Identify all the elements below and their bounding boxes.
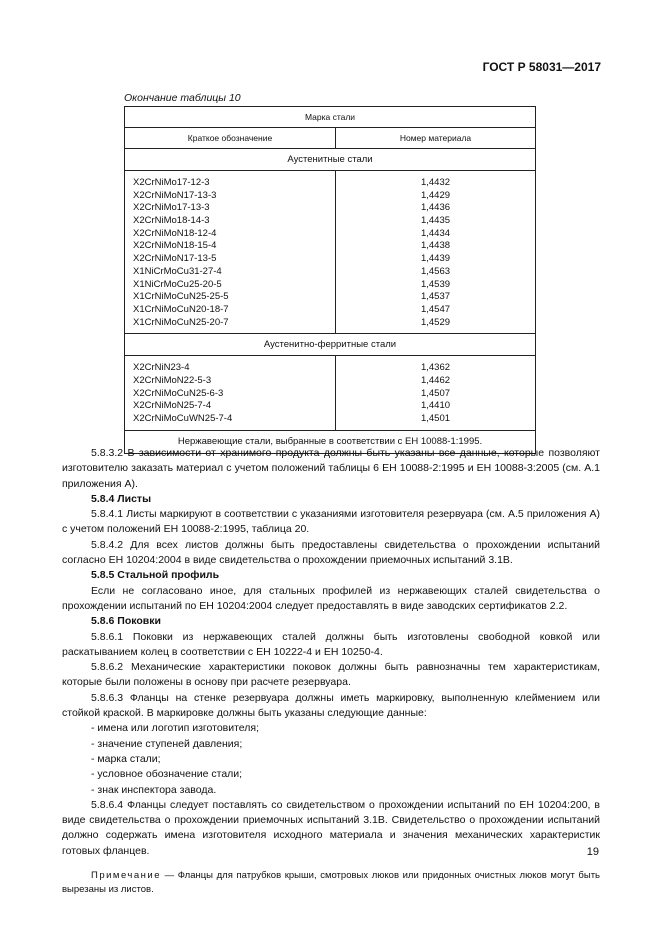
steel-name: X2CrNiMoN18-15-4 xyxy=(133,240,217,252)
material-number: 1,4537 xyxy=(420,291,451,303)
material-number: 1,4563 xyxy=(420,265,451,277)
list-item: - знак инспектора завода. xyxy=(91,783,217,796)
steel-name: X2CrNiN23-4 xyxy=(133,362,190,374)
material-number: 1,4436 xyxy=(420,202,451,214)
body-text xyxy=(62,446,600,897)
steel-name: X1CrNiMoCuN20-18-7 xyxy=(133,303,229,315)
steel-name: X2CrNiMoCuN25-6-3 xyxy=(133,387,224,399)
material-number: 1,4429 xyxy=(420,189,451,201)
standard-header: ГОСТ Р 58031—2017 xyxy=(482,60,601,74)
steel-name: X2CrNiMoCuWN25-7-4 xyxy=(133,413,233,424)
material-number: 1,4362 xyxy=(420,362,451,374)
steel-name: X2CrNiMoN22-5-3 xyxy=(133,374,212,386)
paragraph-5-8-6-1: 5.8.6.1 Поковки из нержавеющих сталей должны быть изготовлены свободной ковкой или раскатыванием колец в соответствии с ЕН 10222-4 и ЕН 10250-4. xyxy=(62,630,600,658)
material-number: 1,4438 xyxy=(420,240,451,252)
material-number: 1,4529 xyxy=(420,316,451,328)
paragraph-5-8-6-2: 5.8.6.2 Механические характеристики поковок должны быть равнозначны тем характеристикам, которые были положены в основу при расчете резервуара. xyxy=(62,661,600,689)
column-header-short-designation: Краткое обозначение xyxy=(125,128,336,149)
austenitic-names-cell xyxy=(125,171,336,334)
table-caption: Окончание таблицы 10 xyxy=(124,92,241,104)
group-title-duplex: Аустенитно-ферритные стали xyxy=(125,334,536,356)
group-title-austenitic: Аустенитные стали xyxy=(125,149,536,171)
heading-5-8-6: 5.8.6 Поковки xyxy=(91,615,161,628)
steel-name: X1NiCrMoCu25-20-5 xyxy=(133,278,222,290)
table-head-top: Марка стали xyxy=(125,107,536,128)
list-item: - имена или логотип изготовителя; xyxy=(91,722,260,735)
note xyxy=(62,869,600,897)
steel-name: X1CrNiMoCuN25-20-7 xyxy=(133,316,229,328)
paragraph-5-8-3-2: 5.8.3.2 В зависимости от хранимого продукта должны быть указаны все данные, которые позволяют изготовителю заказать материал с учетом положений таблицы 6 ЕН 10088-2:1995 и ЕН 10088-3:2005 (см. А.1 приложения А). xyxy=(62,447,600,490)
list-item: - значение ступеней давления; xyxy=(91,737,243,750)
steel-name: X2CrNiMoN17-13-5 xyxy=(133,253,217,265)
note-label: Примечание xyxy=(91,870,161,882)
list-item: - условное обозначение стали; xyxy=(91,768,243,781)
table-footnote: Нержавеющие стали, выбранные в соответствии с ЕН 10088-1:1995. xyxy=(125,430,536,453)
steel-name: X2CrNiMo17-13-3 xyxy=(133,202,210,214)
paragraph-5-8-4-2: 5.8.4.2 Для всех листов должны быть предоставлены свидетельства о прохождении испытаний согласно ЕН 10204:2004 в виде свидетельства о прохождении приемочных испытаний 3.1В. xyxy=(62,538,600,567)
material-number: 1,4432 xyxy=(420,177,451,188)
material-number: 1,4507 xyxy=(420,387,451,399)
material-number: 1,4539 xyxy=(420,278,451,290)
material-number: 1,4435 xyxy=(420,215,451,227)
material-number: 1,4410 xyxy=(420,400,451,412)
steel-name: X2CrNiMoN25-7-4 xyxy=(133,400,212,412)
note-text: — Фланцы для патрубков крыши, смотровых люков или придонных очистных люков могут быть вырезаны из листов. xyxy=(62,870,600,896)
page-number: 19 xyxy=(586,846,599,858)
paragraph-5-8-6-3: 5.8.6.3 Фланцы на стенке резервуара должны иметь маркировку, выполненную клеймением или стойкой краской. В маркировке должны быть указаны следующие данные: xyxy=(62,691,600,720)
duplex-numbers-cell xyxy=(336,356,536,430)
column-header-material-number: Номер материала xyxy=(336,128,536,149)
material-number: 1,4434 xyxy=(420,227,451,239)
paragraph-5-8-6-4: 5.8.6.4 Фланцы следует поставлять со свидетельством о прохождении испытаний по ЕН 10204:200, в виде свидетельства о прохождении приемочных испытаний 3.1В. Свидетельство о прохождении испытаний должно содержать имена изготовителя исходного материала и значения механических характеристик готовых фланцев. xyxy=(62,798,600,857)
material-number: 1,4439 xyxy=(420,253,451,265)
steel-name: X1NiCrMoCu31-27-4 xyxy=(133,265,222,277)
steel-name: X1CrNiMoCuN25-25-5 xyxy=(133,291,229,303)
duplex-names-cell xyxy=(125,356,336,430)
steel-grades-table xyxy=(124,106,536,454)
paragraph-5-8-4-1: 5.8.4.1 Листы маркируют в соответствии с указаниями изготовителя резервуара (см. А.5 приложения А) с учетом положений ЕН 10088-2:1995, таблица 20. xyxy=(62,508,600,536)
steel-name: X2CrNiMo17-12-3 xyxy=(133,177,210,188)
paragraph-5-8-5: Если не согласовано иное, для стальных профилей из нержавеющих сталей свидетельства о прохождении испытаний по ЕН 10204:2004 следует предоставлять в виде заводских сертификатов 2.2. xyxy=(62,584,600,612)
material-number: 1,4501 xyxy=(420,413,451,424)
material-number: 1,4462 xyxy=(420,374,451,386)
list-item: - марка стали; xyxy=(91,752,161,765)
steel-name: X2CrNiMoN18-12-4 xyxy=(133,227,217,239)
austenitic-numbers-cell xyxy=(336,171,536,334)
heading-5-8-4: 5.8.4 Листы xyxy=(91,492,152,505)
material-number: 1,4547 xyxy=(420,303,451,315)
heading-5-8-5: 5.8.5 Стальной профиль xyxy=(91,569,220,582)
steel-name: X2CrNiMo18-14-3 xyxy=(133,215,210,227)
steel-name: X2CrNiMoN17-13-3 xyxy=(133,189,217,201)
